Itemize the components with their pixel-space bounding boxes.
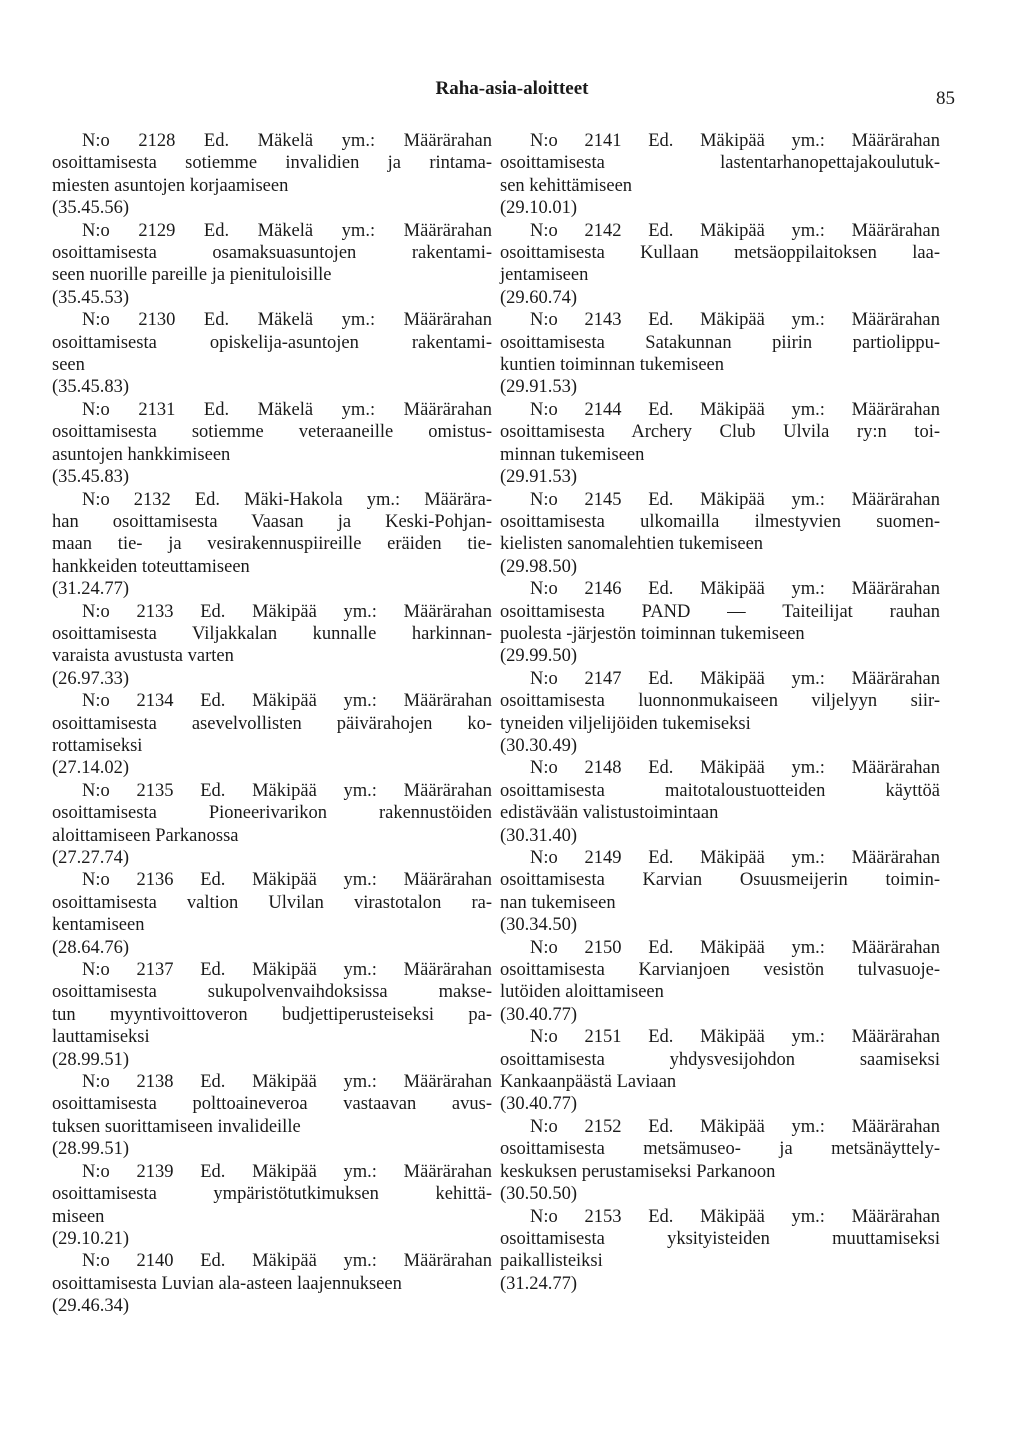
entry-text-line: seen bbox=[52, 355, 85, 376]
entry-text-line: tyneiden viljelijöiden tukemiseksi bbox=[500, 713, 751, 734]
entry-text-line: sen kehittämiseen bbox=[500, 175, 633, 196]
entry-text-line: osoittamisesta sukupolvenvaihdoksissa makse- bbox=[52, 982, 492, 1003]
entry-reference-code: (31.24.77) bbox=[500, 1273, 578, 1294]
entry-reference-code: (28.99.51) bbox=[52, 1049, 130, 1070]
entry-text-line: osoittamisesta sotiemme veteraaneille omistus- bbox=[52, 422, 492, 443]
entry-text-line: asuntojen hankkimiseen bbox=[52, 444, 231, 465]
entry-reference-code: (29.91.53) bbox=[500, 377, 578, 398]
entry-text-line: varaista avustusta varten bbox=[52, 646, 234, 667]
entry-text-line: N:o 2139 Ed. Mäkipää ym.: Määrärahan bbox=[82, 1161, 492, 1182]
motion-entry bbox=[500, 1116, 940, 1206]
entry-reference-code: (28.99.51) bbox=[52, 1139, 130, 1160]
entry-text-line: lutöiden aloittamiseen bbox=[500, 982, 664, 1003]
entry-reference-code: (29.60.74) bbox=[500, 287, 578, 308]
motion-entry bbox=[500, 489, 940, 579]
entry-text-line: nan tukemiseen bbox=[500, 892, 616, 913]
entry-text-line: N:o 2152 Ed. Mäkipää ym.: Määrärahan bbox=[530, 1116, 940, 1137]
entry-reference-code: (29.99.50) bbox=[500, 646, 578, 667]
entry-reference-code: (30.40.77) bbox=[500, 1004, 578, 1025]
entry-text-line: N:o 2136 Ed. Mäkipää ym.: Määrärahan bbox=[82, 870, 492, 891]
entry-text-line: maan tie- ja vesirakennuspiireille eräiden tie- bbox=[52, 534, 492, 555]
entry-text-line: han osoittamisesta Vaasan ja Keski-Pohjan- bbox=[52, 511, 492, 532]
entry-reference-code: (26.97.33) bbox=[52, 668, 130, 689]
motion-entry bbox=[500, 757, 940, 847]
entry-reference-code: (27.27.74) bbox=[52, 848, 130, 868]
entry-reference-code: (27.14.02) bbox=[52, 758, 130, 779]
entry-text-line: osoittamisesta Kullaan metsäoppilaitoksen laa- bbox=[500, 243, 940, 264]
entry-text-line: Kankaanpäästä Laviaan bbox=[500, 1072, 677, 1093]
motion-entry bbox=[500, 1026, 940, 1116]
entry-text-line: N:o 2147 Ed. Mäkipää ym.: Määrärahan bbox=[530, 668, 940, 689]
entry-text-line: N:o 2138 Ed. Mäkipää ym.: Määrärahan bbox=[82, 1072, 492, 1093]
entry-text-line: N:o 2141 Ed. Mäkipää ym.: Määrärahan bbox=[530, 131, 940, 151]
entry-text-line: tun myyntivoittoveron budjettiperusteiseksi pa- bbox=[52, 1004, 492, 1025]
entry-text-line: kielisten sanomalehtien tukemiseen bbox=[500, 534, 764, 555]
entry-text-line: osoittamisesta Viljakkalan kunnalle harkinnan- bbox=[52, 623, 492, 644]
motion-entry bbox=[52, 601, 492, 691]
page-header-title: Raha-asia-aloitteet bbox=[435, 78, 589, 99]
entry-text-line: osoittamisesta Satakunnan piirin partiolippu- bbox=[500, 332, 940, 353]
entry-text-line: N:o 2129 Ed. Mäkelä ym.: Määrärahan bbox=[82, 220, 492, 241]
entry-text-line: N:o 2142 Ed. Mäkipää ym.: Määrärahan bbox=[530, 220, 940, 241]
entry-text-line: N:o 2131 Ed. Mäkelä ym.: Määrärahan bbox=[82, 399, 492, 420]
entry-reference-code: (28.64.76) bbox=[52, 937, 130, 958]
entry-text-line: osoittamisesta opiskelija-asuntojen rakentami- bbox=[52, 332, 492, 353]
page-number: 85 bbox=[936, 88, 955, 109]
motion-entry bbox=[52, 869, 492, 959]
motion-entry bbox=[500, 578, 940, 668]
entry-text-line: osoittamisesta PAND — Taiteilijat rauhan bbox=[500, 601, 940, 622]
entry-text-line: lauttamiseksi bbox=[52, 1027, 150, 1048]
entry-text-line: osoittamisesta lastentarhanopettajakoulutuk- bbox=[500, 153, 940, 174]
motion-entry bbox=[52, 220, 492, 310]
entry-reference-code: (30.31.40) bbox=[500, 825, 578, 846]
entry-text-line: osoittamisesta Archery Club Ulvila ry:n toi- bbox=[500, 422, 940, 443]
motion-entry bbox=[500, 668, 940, 758]
motion-entry bbox=[500, 399, 940, 489]
entry-reference-code: (29.46.34) bbox=[52, 1296, 130, 1317]
entry-text-line: N:o 2140 Ed. Mäkipää ym.: Määrärahan bbox=[82, 1251, 492, 1272]
entry-text-line: N:o 2133 Ed. Mäkipää ym.: Määrärahan bbox=[82, 601, 492, 622]
entry-text-line: edistävään valistustoimintaan bbox=[500, 803, 719, 824]
entry-text-line: rottamiseksi bbox=[52, 735, 143, 756]
entry-text-line: N:o 2130 Ed. Mäkelä ym.: Määrärahan bbox=[82, 310, 492, 331]
entry-reference-code: (31.24.77) bbox=[52, 579, 130, 600]
entry-text-line: N:o 2144 Ed. Mäkipää ym.: Määrärahan bbox=[530, 399, 940, 420]
entry-text-line: N:o 2132 Ed. Mäki-Hakola ym.: Määrära- bbox=[82, 489, 492, 510]
entry-reference-code: (29.10.01) bbox=[500, 198, 578, 219]
motion-entry bbox=[52, 690, 492, 780]
entry-text-line: osoittamisesta Luvian ala-asteen laajennukseen bbox=[52, 1273, 402, 1294]
entry-text-line: osoittamisesta osamaksuasuntojen rakentami- bbox=[52, 243, 492, 264]
motion-entry bbox=[52, 959, 492, 1071]
entry-text-line: osoittamisesta sotiemme invalidien ja rintama- bbox=[52, 153, 492, 174]
entry-reference-code: (35.45.83) bbox=[52, 467, 130, 488]
entry-text-line: osoittamisesta Karvianjoen vesistön tulvasuoje- bbox=[500, 960, 940, 981]
entry-reference-code: (35.45.53) bbox=[52, 287, 130, 308]
entry-reference-code: (29.10.21) bbox=[52, 1228, 130, 1249]
entry-text-line: osoittamisesta valtion Ulvilan virastotalon ra- bbox=[52, 892, 492, 913]
entry-text-line: kentamiseen bbox=[52, 915, 145, 936]
left-column bbox=[52, 130, 492, 1318]
motion-entry bbox=[52, 130, 492, 220]
entry-text-line: osoittamisesta ympäristötutkimuksen kehittä- bbox=[52, 1184, 492, 1205]
motion-entry bbox=[52, 1071, 492, 1161]
entry-text-line: osoittamisesta maitotaloustuotteiden käyttöä bbox=[500, 780, 940, 801]
entry-text-line: N:o 2148 Ed. Mäkipää ym.: Määrärahan bbox=[530, 758, 940, 779]
entry-text-line: jentamiseen bbox=[500, 265, 589, 286]
entry-text-line: osoittamisesta metsämuseo- ja metsänäyttely- bbox=[500, 1139, 940, 1160]
motion-entry bbox=[500, 220, 940, 310]
motion-entry bbox=[500, 130, 940, 220]
motion-entry bbox=[500, 309, 940, 399]
entry-text-line: miesten asuntojen korjaamiseen bbox=[52, 175, 289, 196]
motion-entry bbox=[500, 1206, 940, 1296]
entry-text-line: paikallisteiksi bbox=[500, 1251, 603, 1272]
entry-text-line: tuksen suorittamiseen invalideille bbox=[52, 1116, 301, 1137]
entry-reference-code: (30.30.49) bbox=[500, 735, 578, 756]
entry-text-line: N:o 2151 Ed. Mäkipää ym.: Määrärahan bbox=[530, 1027, 940, 1048]
entry-text-line: miseen bbox=[52, 1206, 105, 1227]
entry-text-line: N:o 2146 Ed. Mäkipää ym.: Määrärahan bbox=[530, 579, 940, 600]
motion-entry bbox=[500, 937, 940, 1027]
entry-text-line: osoittamisesta polttoaineveroa vastaavan avus- bbox=[52, 1094, 492, 1115]
motion-entry bbox=[52, 489, 492, 601]
entry-text-line: osoittamisesta Karvian Osuusmeijerin toimin- bbox=[500, 870, 940, 891]
entry-text-line: N:o 2137 Ed. Mäkipää ym.: Määrärahan bbox=[82, 960, 492, 981]
motion-entry bbox=[52, 309, 492, 399]
motion-entry bbox=[52, 1161, 492, 1251]
entry-text-line: N:o 2149 Ed. Mäkipää ym.: Määrärahan bbox=[530, 848, 940, 868]
entry-reference-code: (30.34.50) bbox=[500, 915, 578, 936]
motion-entry bbox=[52, 780, 492, 870]
entry-text-line: osoittamisesta yhdysvesijohdon saamiseksi bbox=[500, 1049, 940, 1070]
entry-reference-code: (30.40.77) bbox=[500, 1094, 578, 1115]
entry-text-line: osoittamisesta luonnonmukaiseen viljelyyn siir- bbox=[500, 691, 940, 712]
entry-text-line: hankkeiden toteuttamiseen bbox=[52, 556, 250, 577]
motion-entry bbox=[500, 847, 940, 937]
entry-text-line: seen nuorille pareille ja pienituloisille bbox=[52, 265, 332, 286]
motion-entry bbox=[52, 399, 492, 489]
entry-text-line: minnan tukemiseen bbox=[500, 444, 645, 465]
entry-text-line: N:o 2153 Ed. Mäkipää ym.: Määrärahan bbox=[530, 1206, 940, 1227]
entry-text-line: puolesta -järjestön toiminnan tukemiseen bbox=[500, 623, 805, 644]
entry-text-line: N:o 2128 Ed. Mäkelä ym.: Määrärahan bbox=[82, 131, 492, 151]
entry-text-line: osoittamisesta ulkomailla ilmestyvien suomen- bbox=[500, 511, 940, 532]
entry-text-line: osoittamisesta yksityisteiden muuttamiseksi bbox=[500, 1228, 940, 1249]
entry-text-line: N:o 2135 Ed. Mäkipää ym.: Määrärahan bbox=[82, 780, 492, 801]
entry-reference-code: (29.91.53) bbox=[500, 467, 578, 488]
motion-entry bbox=[52, 1250, 492, 1317]
entry-text-line: N:o 2150 Ed. Mäkipää ym.: Määrärahan bbox=[530, 937, 940, 958]
entry-text-line: keskuksen perustamiseksi Parkanoon bbox=[500, 1161, 776, 1182]
entry-reference-code: (30.50.50) bbox=[500, 1184, 578, 1205]
entry-text-line: osoittamisesta asevelvollisten päivärahojen ko- bbox=[52, 713, 492, 734]
entry-text-line: aloittamiseen Parkanossa bbox=[52, 825, 239, 846]
entry-text-line: N:o 2134 Ed. Mäkipää ym.: Määrärahan bbox=[82, 691, 492, 712]
entry-reference-code: (35.45.56) bbox=[52, 198, 130, 219]
entry-text-line: N:o 2145 Ed. Mäkipää ym.: Määrärahan bbox=[530, 489, 940, 510]
entry-text-line: kuntien toiminnan tukemiseen bbox=[500, 355, 725, 376]
entry-reference-code: (35.45.83) bbox=[52, 377, 130, 398]
right-column bbox=[500, 130, 940, 1295]
entry-reference-code: (29.98.50) bbox=[500, 556, 578, 577]
entry-text-line: N:o 2143 Ed. Mäkipää ym.: Määrärahan bbox=[530, 310, 940, 331]
entry-text-line: osoittamisesta Pioneerivarikon rakennustöiden bbox=[52, 803, 492, 824]
